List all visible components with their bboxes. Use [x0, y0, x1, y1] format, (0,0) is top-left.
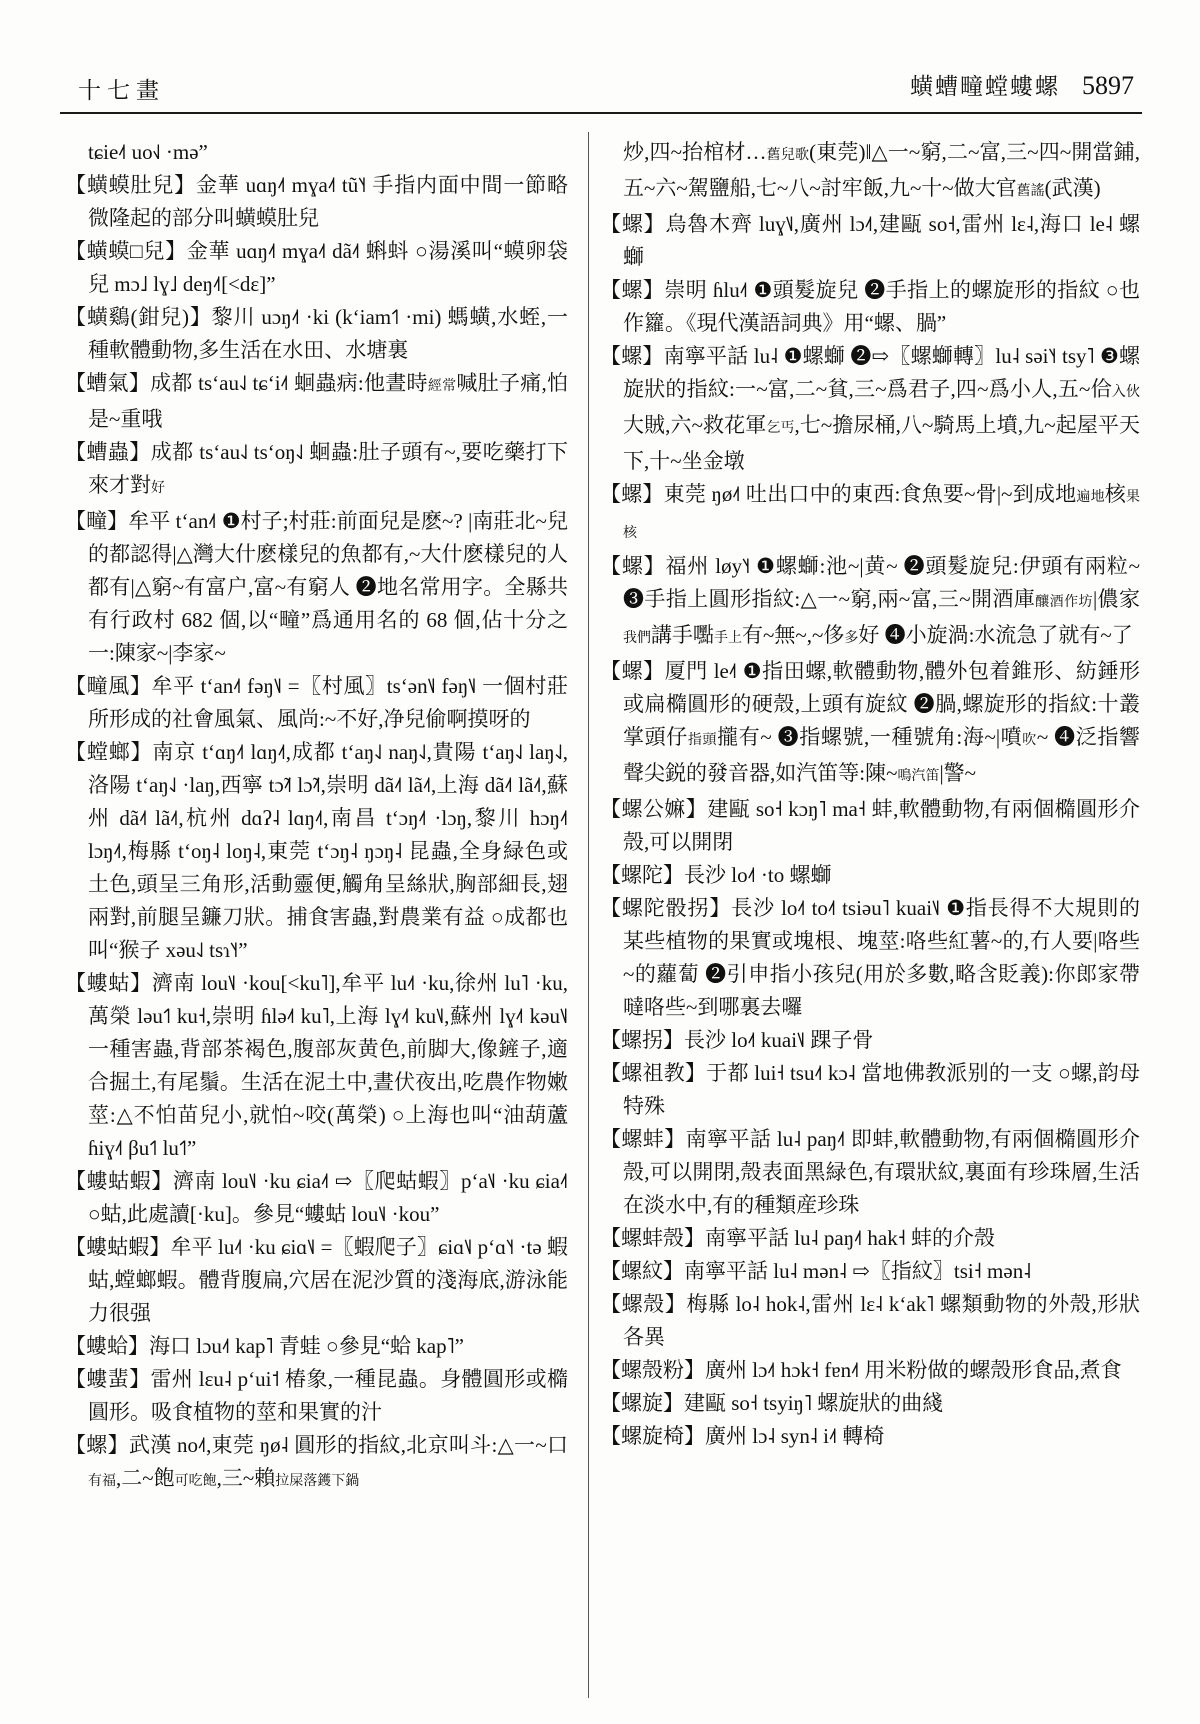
entry-text: 【疃風】牟平 tʻan˨˦ fəŋ˥˩ =〖村風〗tsʻən˥˩ fəŋ˥˩ 一個村莊所形成的社會風氣、風尚:~不好,净兒偷啊摸呀的: [65, 674, 568, 731]
dictionary-entry: [600, 1420, 1140, 1453]
dictionary-entry: [600, 208, 1140, 274]
dictionary-entry: [65, 1429, 568, 1498]
entry-text: 【螺拐】長沙 lo˨˦ kuai˥˩ 踝子骨: [600, 1028, 874, 1052]
entry-text: ,七~擔尿桶,八~騎馬上墳,九~起屋平天下,十~坐金墩: [623, 413, 1140, 473]
inline-gloss: 舊謠: [1016, 184, 1045, 199]
dictionary-entry: [600, 859, 1140, 892]
inline-gloss: 舊兒歌: [766, 148, 810, 163]
entry-text: 炒,四~抬棺材…: [623, 140, 767, 164]
entry-text: 【螻蛤】海口 lɔu˨˦ kap˥ 青蛙 ○參見“蛤 kap˥”: [65, 1334, 464, 1358]
running-head-characters: 蟥螬疃螳螻螺: [910, 74, 1060, 99]
entry-text: 喊肚子痛,怕是~重哦: [88, 371, 569, 431]
dictionary-entry: [600, 1255, 1140, 1288]
entry-text: 【螺旋】建甌 so˧ tsyiŋ˥ 螺旋狀的曲綫: [600, 1391, 944, 1415]
inline-gloss: 入伙: [1111, 385, 1141, 400]
entry-text: 講手嚸: [651, 623, 714, 647]
dictionary-entry: [600, 793, 1140, 859]
inline-gloss: 多: [844, 631, 859, 646]
entry-text: 【螬蟲】成都 tsʻau˨˩ tsʻoŋ˨˩ 蛔蟲:肚子頭有~,要吃藥打下來才對: [65, 440, 568, 497]
entry-text: 【螺】崇明 ɦlu˨˦ ❶頭髮旋兒 ❷手指上的螺旋形的指紋 ○也作籮。《現代漢語詞典》用“螺、腡”: [600, 278, 1140, 335]
dictionary-entry: [600, 478, 1140, 550]
dictionary-entry: [600, 892, 1140, 1024]
dictionary-entry: [65, 1231, 568, 1330]
dictionary-entry: [65, 367, 568, 436]
entry-text: 大賊,六~救花軍: [623, 413, 767, 437]
inline-gloss: 好: [151, 481, 165, 496]
inline-gloss: 可吃飽: [174, 1474, 217, 1489]
entry-text: ~ ❹泛指響聲尖鋭的發音器,如汽笛等:陳~: [623, 725, 1141, 785]
entry-text: (武漢): [1044, 176, 1101, 200]
dictionary-left-column: [65, 136, 568, 1498]
entry-text: 【螺】厦門 le˨˦ ❶指田螺,軟體動物,體外包着錐形、紡錘形或扁橢圓形的硬殼,上頭有旋紋 ❷腡,螺旋形的指紋:十叢掌頭仔: [600, 659, 1140, 749]
dictionary-entry: [600, 340, 1140, 478]
entry-text: |儂家: [1092, 587, 1140, 611]
dictionary-entry: [65, 736, 568, 967]
dictionary-entry: [65, 1363, 568, 1429]
inline-gloss: 釀酒作坊: [1035, 595, 1093, 610]
entry-text: 【蟥蟆□兒】金華 uɑŋ˨˦ mɣa˨˦ dã˨˦ 蝌蚪 ○湯溪叫“蟆卵袋兒 mɔ˩ lɣ˩ deŋ˨˦[<dɛ]”: [65, 239, 568, 296]
entry-text: 【螺】烏魯木齊 luɣ˥˩,廣州 lɔ˨˦,建甌 so˧,雷州 lɛ˨,海口 le˨ 螺螄: [600, 212, 1140, 269]
dictionary-body: [65, 136, 1140, 1498]
dictionary-entry: [65, 169, 568, 235]
dictionary-entry: [600, 550, 1140, 655]
entry-text: (東莞)‖△一~窮,二~富,三~四~開當鋪,五~六~駕鹽船,七~八~討牢飯,九~十~做大官: [623, 140, 1140, 200]
dictionary-entry: [600, 1354, 1140, 1387]
entry-text: 【蟥蟆肚兒】金華 uɑŋ˨˦ mɣa˨˦ tũ˥˧ 手指内面中間一節略微隆起的部分叫蟥蟆肚兒: [65, 173, 568, 230]
inline-gloss: 指頭: [687, 733, 718, 748]
entry-text: |警~: [939, 761, 977, 785]
entry-text: 【螺紋】南寧平話 lu˨ mən˨ ⇨〖指紋〗tsi˧ mən˨: [600, 1259, 1032, 1283]
running-head: [910, 68, 1134, 101]
page-number: 5897: [1082, 71, 1134, 100]
entry-text: 【螺祖教】于都 lui˧ tsu˨˦ kɔ˨ 當地佛教派别的一支 ○螺,韵母特殊: [600, 1061, 1140, 1118]
dictionary-entry: [600, 274, 1140, 340]
entry-text: 【蟥鷄(鉗兒)】黎川 uɔŋ˨˦ ·ki (kʻiam˦˥ ·mi) 螞蟥,水蛭,一種軟體動物,多生活在水田、水塘裏: [65, 305, 568, 362]
inline-gloss: 有福: [88, 1474, 116, 1489]
entry-text: 【螺】武漢 no˨˦,東莞 ŋø˨ 圓形的指紋,北京叫斗:△一~口: [65, 1433, 568, 1457]
dictionary-right-column: [600, 136, 1140, 1498]
dictionary-entry: [65, 1330, 568, 1363]
entry-text: 【螻蛄蝦】牟平 lu˨˦ ·ku ɕiɑ˥˩ =〖蝦爬子〗ɕiɑ˥˩ pʻɑ˥˧ ·tə 蝦蛄,螳螂蝦。體背腹扁,穴居在泥沙質的淺海底,游泳能力很强: [65, 1235, 568, 1325]
entry-text: 【螺蚌殼】南寧平話 lu˨ paŋ˨˦ hak˧ 蚌的介殼: [600, 1226, 995, 1250]
header-divider-rule: [60, 112, 1142, 114]
dictionary-entry: [600, 655, 1140, 793]
dictionary-entry: [600, 1057, 1140, 1123]
entry-text: 【螺】福州 løy˥˧ ❶螺螄:池~|黄~ ❷頭髮旋兒:伊頭有兩粒~ ❸手指上圓形指紋:△一~窮,兩~富,三~開酒庫: [600, 554, 1140, 611]
entry-text: 【疃】牟平 tʻan˨˦ ❶村子;村莊:前面兒是麽~? |南莊北~兒的都認得|△灣大什麽樣兒的魚都有,~大什麽樣兒的人都有|△窮~有富户,富~有窮人 ❷地名常用字。全縣共有行政村 682 個,以“疃”爲通用名的 68 個,佔十分之一:陳家~|李家~: [65, 509, 568, 665]
dictionary-entry: [65, 1165, 568, 1231]
inline-gloss: 乞丐: [766, 421, 795, 436]
dictionary-entry: [65, 235, 568, 301]
inline-gloss: 吹: [1022, 733, 1037, 748]
entry-text: 好 ❹小旋渦:水流急了就有~了: [858, 623, 1133, 647]
inline-gloss: 手上: [714, 631, 742, 646]
entry-text: 【螺】東莞 ŋø˨˦ 吐出口中的東西:食魚要~骨|~到成地: [600, 482, 1077, 506]
entry-text: 【螺公嫲】建甌 so˧ kɔŋ˥ ma˧ 蚌,軟體動物,有兩個橢圓形介殼,可以開閉: [600, 797, 1140, 854]
inline-gloss: 拉屎落鑊下鍋: [275, 1474, 360, 1489]
dictionary-entry: [600, 1288, 1140, 1354]
dictionary-entry: [65, 436, 568, 505]
entry-text: ,二~飽: [116, 1466, 175, 1490]
dictionary-entry: [600, 1123, 1140, 1222]
dictionary-entry: [65, 670, 568, 736]
entry-text: 【螺】南寧平話 lu˨ ❶螺螄 ❷⇨〖螺螄轉〗lu˨ səi˥˧ tsy˥ ❸螺旋狀的指紋:一~富,二~貧,三~爲君子,四~爲小人,五~佮: [600, 344, 1140, 401]
dictionary-entry: [65, 301, 568, 367]
dictionary-entry: [65, 136, 568, 169]
entry-text: 【螺殼】梅縣 lo˨ hok˨,雷州 lɛ˨ kʻak˥ 螺類動物的外殼,形狀各異: [600, 1292, 1140, 1349]
entry-text: 【螻蜚】雷州 lɛu˨ pʻui˦ 椿象,一種昆蟲。身體圓形或橢圓形。吸食植物的莖和果實的汁: [65, 1367, 568, 1424]
entry-text: 有~無~,~侈: [742, 623, 845, 647]
entry-text: 【螳螂】南京 tʻɑŋ˨˦ lɑŋ˨˦,成都 tʻaŋ˨˩ naŋ˨˩,貴陽 tʻaŋ˨˩ laŋ˨˩,洛陽 tʻaŋ˨˩ ·laŋ,西寧 tɔ̃˨˦ lɔ̃˨˦,崇明 dã˨˦ lã˨˦,上海 dã˨˦ lã˨˦,蘇州 dã˨˦ lã˨˦,杭州 dɑʔ˨ lɑŋ˨˦,南昌 tʻɔŋ˨˦ ·lɔŋ,黎川 hɔŋ˨˦ lɔŋ˨˦,梅縣 tʻoŋ˨ loŋ˨,東莞 tʻɔŋ˨ ŋɔŋ˨ 昆蟲,全身緑色或土色,頭呈三角形,活動靈便,觸角呈絲狀,胸部細長,翅兩對,前腿呈鐮刀狀。捕食害蟲,對農業有益 ○成都也叫“猴子 xəu˨˩ tsɿ˥˧”: [65, 740, 568, 962]
dictionary-entry: [600, 1024, 1140, 1057]
dictionary-entry: [65, 967, 568, 1165]
entry-text: 【螻蛄蝦】濟南 lou˥˩ ·ku ɕia˨˦ ⇨〖爬蛄蝦〗pʻa˥˩ ·ku ɕia˨˦ ○蛄,此處讀[·ku]。參見“螻蛄 lou˥˩ ·kou”: [65, 1169, 568, 1226]
dictionary-entry: [65, 505, 568, 670]
inline-gloss: 鳴汽笛: [897, 769, 940, 784]
inline-gloss: 經常: [427, 379, 457, 394]
dictionary-entry: [600, 1387, 1140, 1420]
inline-gloss: 遍地: [1076, 490, 1105, 505]
dictionary-entry: [600, 1222, 1140, 1255]
entry-text: 【螺陀】長沙 lo˨˦ ·to 螺螄: [600, 863, 832, 887]
entry-text: 【螺殼粉】廣州 lɔ˨˦ hɔk˧ fɐn˨˦ 用米粉做的螺殼形食品,煮食: [600, 1358, 1122, 1382]
entry-text: 攏有~ ❸指螺號,一種號角:海~|噴: [717, 725, 1023, 749]
entry-text: 【螻蛄】濟南 lou˥˩ ·kou[<ku˥],牟平 lu˨˦ ·ku,徐州 lu˥ ·ku,萬榮 ləu˦˥ ku˧,崇明 ɦlə˨˦ ku˥,上海 lɣ˨˦ ku˥˩,蘇州 lɣ˨˦ kəu˥˩ 一種害蟲,背部茶褐色,腹部灰黄色,前脚大,像鏟子,適合掘土,有尾鬚。生活在泥土中,晝伏夜出,吃農作物嫩莖:△不怕苗兒小,就怕~咬(萬榮) ○上海也叫“油葫蘆 ɦiɣ˨˦ βu˦˥ lu˦˥”: [65, 971, 568, 1160]
entry-text: tɕie˨˦ uo˧˩ ·mə”: [88, 140, 208, 164]
entry-text: 【螺陀骰拐】長沙 lo˨˦ to˨˦ tsiəu˥ kuai˥˩ ❶指長得不大規則的某些植物的果實或塊根、塊莖:咯些紅薯~的,冇人要|咯些~的蘿蔔 ❷引申指小孩兒(用於多數,略含貶義):你郎家帶噠咯些~到哪裏去囉: [600, 896, 1140, 1019]
dictionary-entry: [600, 136, 1140, 208]
entry-text: 【螺旋椅】廣州 lɔ˨ syn˨ i˨˦ 轉椅: [600, 1424, 885, 1448]
entry-text: 【螬氣】成都 tsʻau˨˩ tɕʻi˨˦ 蛔蟲病:他晝時: [65, 371, 428, 395]
inline-gloss: 我們: [623, 631, 651, 646]
inline-gloss: 果核: [623, 490, 1141, 541]
entry-text: 【螺蚌】南寧平話 lu˨ paŋ˨˦ 即蚌,軟體動物,有兩個橢圓形介殼,可以開閉,殼表面黑緑色,有環狀紋,裏面有珍珠層,生活在淡水中,有的種類産珍珠: [600, 1127, 1140, 1217]
entry-text: ,三~賴: [216, 1466, 276, 1490]
entry-text: 核: [1104, 482, 1127, 506]
stroke-section-header: 十七畫: [78, 78, 165, 103]
